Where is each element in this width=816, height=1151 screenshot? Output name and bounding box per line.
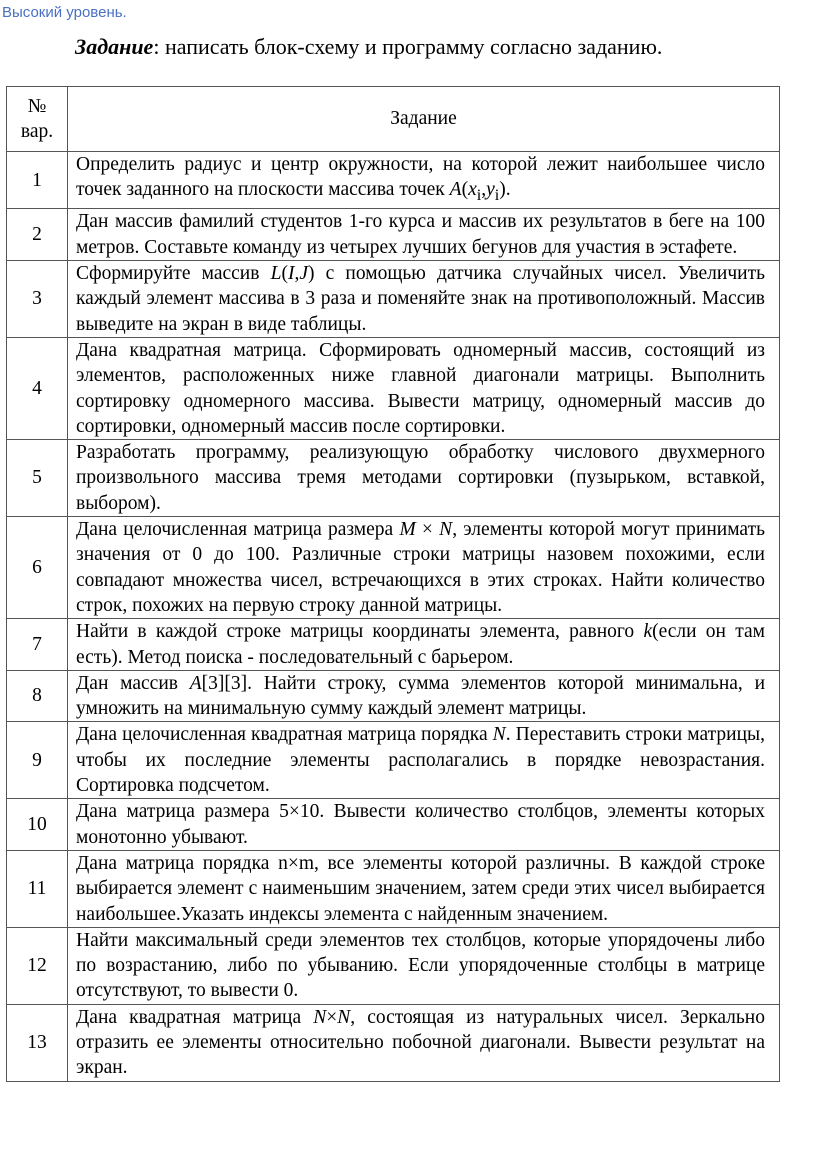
math-variable: L <box>270 263 282 285</box>
task-text-part: Найти максимальный среди элементов тех столбцов, которые упорядочены либо по возрастанию, либо по убыванию. Если упорядоченные столбцы в матрице отсутствуют, то вывести 0. <box>76 929 765 1002</box>
level-label: Высокий уровень. <box>2 4 127 21</box>
assignment-heading <box>75 34 662 60</box>
task-table <box>6 86 780 1082</box>
task-text <box>68 670 780 722</box>
math-variable: I <box>287 263 295 285</box>
variant-number-header-line1: № <box>27 95 47 117</box>
table-row <box>7 850 780 927</box>
task-text-part: Найти в каждой строке матрицы координаты элемента, равного <box>76 621 644 643</box>
task-text <box>68 517 780 619</box>
task-text <box>68 152 780 209</box>
math-variable: x <box>468 179 477 201</box>
math-variable: N <box>492 724 506 746</box>
task-text-part: (если он там есть). Метод поиска - последовательный с барьером. <box>76 621 766 668</box>
task-text-part: Дана матрица порядка n×m, все элементы которой различны. В каждой строке выбирается элемент с наименьшим значением, затем среди этих чисел выбирается наибольшее.Указать индексы элемента с найденным значением. <box>76 852 765 925</box>
table-row <box>7 722 780 799</box>
task-text <box>68 337 780 439</box>
task-text-part: × <box>326 1006 338 1028</box>
variant-number: 13 <box>7 1004 68 1081</box>
task-text <box>68 619 780 671</box>
variant-number: 2 <box>7 209 68 261</box>
table-row <box>7 670 780 722</box>
table-row <box>7 337 780 439</box>
variant-number-header <box>7 87 68 152</box>
task-text-part: Дан массив <box>76 672 190 694</box>
variant-number: 3 <box>7 261 68 338</box>
task-text-part: Дан массив фамилий студентов 1-го курса и массив их результатов в беге на 100 метров. Составьте команду из четырех лучших бегунов для участия в эстафете. <box>76 211 765 258</box>
variant-number: 7 <box>7 619 68 671</box>
task-text <box>68 261 780 338</box>
table-header-row <box>7 87 780 152</box>
variant-number: 5 <box>7 440 68 517</box>
task-text-part: × <box>415 519 440 541</box>
task-text-part: Сформируйте массив <box>76 263 271 285</box>
variant-number-header-line2: вар. <box>20 121 54 142</box>
task-text-part: Разработать программу, реализующую обработку числового двухмерного произвольного массива тремя методами сортировки (пузырьком, вставкой, выбором). <box>76 442 765 514</box>
math-subscript: i <box>494 186 500 205</box>
math-variable: N <box>439 519 453 541</box>
table-row <box>7 440 780 517</box>
math-variable: A <box>189 672 202 694</box>
table-row <box>7 799 780 851</box>
task-text <box>68 850 780 927</box>
math-variable: N <box>313 1006 327 1028</box>
task-text-part: , элементы которой могут принимать значения от 0 до 100. Различные строки матрицы назовем похожими, если совпадают множества чисел, встречающихся в этих строках. Найти количество строк, похожих на первую строку данной матрицы. <box>76 519 765 616</box>
variant-number: 12 <box>7 927 68 1004</box>
variant-number: 4 <box>7 337 68 439</box>
math-subscript: i <box>476 186 482 205</box>
task-text <box>68 799 780 851</box>
heading-text: : написать блок-схему и программу согласно заданию. <box>153 34 663 59</box>
variant-number: 6 <box>7 517 68 619</box>
math-variable: M <box>399 519 416 541</box>
task-text-part: Дана матрица размера 5×10. Вывести количество столбцов, элементы которых монотонно убывают. <box>76 801 765 848</box>
task-text-part: ) с помощью датчика случайных чисел. Увеличить каждый элемент массива в 3 раза и поменяйте знак на противоположный. Массив выведите на экран в виде таблицы. <box>76 263 765 335</box>
task-text-part: Дана целочисленная матрица размера <box>76 519 400 541</box>
table-row <box>7 927 780 1004</box>
math-variable: k <box>643 621 653 643</box>
variant-number: 1 <box>7 152 68 209</box>
table-row <box>7 517 780 619</box>
task-text <box>68 209 780 261</box>
heading-lead: Задание <box>75 34 154 59</box>
task-text <box>68 927 780 1004</box>
task-text-part: ( <box>281 263 288 285</box>
table-row <box>7 1004 780 1081</box>
task-text-part: Дана квадратная матрица. Сформировать одномерный массив, состоящий из элементов, расположенных ниже главной диагонали матрицы. Выполнить сортировку одномерного массива. Вывести матрицу, одномерный массив до сортировки, одномерный массив после сортировки. <box>76 339 765 437</box>
math-variable: N <box>337 1006 351 1028</box>
table-row <box>7 619 780 671</box>
task-text-part: , состоящая из натуральных чисел. Зеркально отразить ее элементы относительно побочной диагонали. Вывести результат на экран. <box>76 1006 765 1079</box>
task-text-part: , <box>294 263 300 285</box>
math-variable: y <box>486 179 495 201</box>
table-row <box>7 152 780 209</box>
table-row <box>7 261 780 338</box>
math-variable: J <box>299 263 308 285</box>
task-text <box>68 1004 780 1081</box>
variant-number: 8 <box>7 670 68 722</box>
variant-number: 11 <box>7 850 68 927</box>
task-text-part: . Переставить строки матрицы, чтобы их последние элементы располагались в порядке невозрастания. Сортировка подсчетом. <box>76 724 765 797</box>
task-text-part: Определить радиус и центр окружности, на которой лежит наибольшее число точек заданного на плоскости массива точек <box>76 154 765 201</box>
task-text <box>68 440 780 517</box>
task-text-part: ( <box>461 179 469 201</box>
task-text-part: Дана целочисленная квадратная матрица порядка <box>76 724 493 746</box>
task-text-part: ). <box>499 179 511 201</box>
task-text <box>68 722 780 799</box>
variant-number: 10 <box>7 799 68 851</box>
task-header: Задание <box>68 87 780 152</box>
math-variable: A <box>449 179 462 201</box>
task-text-part: [3][3]. Найти строку, сумма элементов которой минимальна, и умножить на минимальную сумму каждый элемент матрицы. <box>76 672 765 720</box>
table-row <box>7 209 780 261</box>
task-text-part: Дана квадратная матрица <box>76 1006 314 1028</box>
task-text-part: , <box>481 179 487 201</box>
variant-number: 9 <box>7 722 68 799</box>
